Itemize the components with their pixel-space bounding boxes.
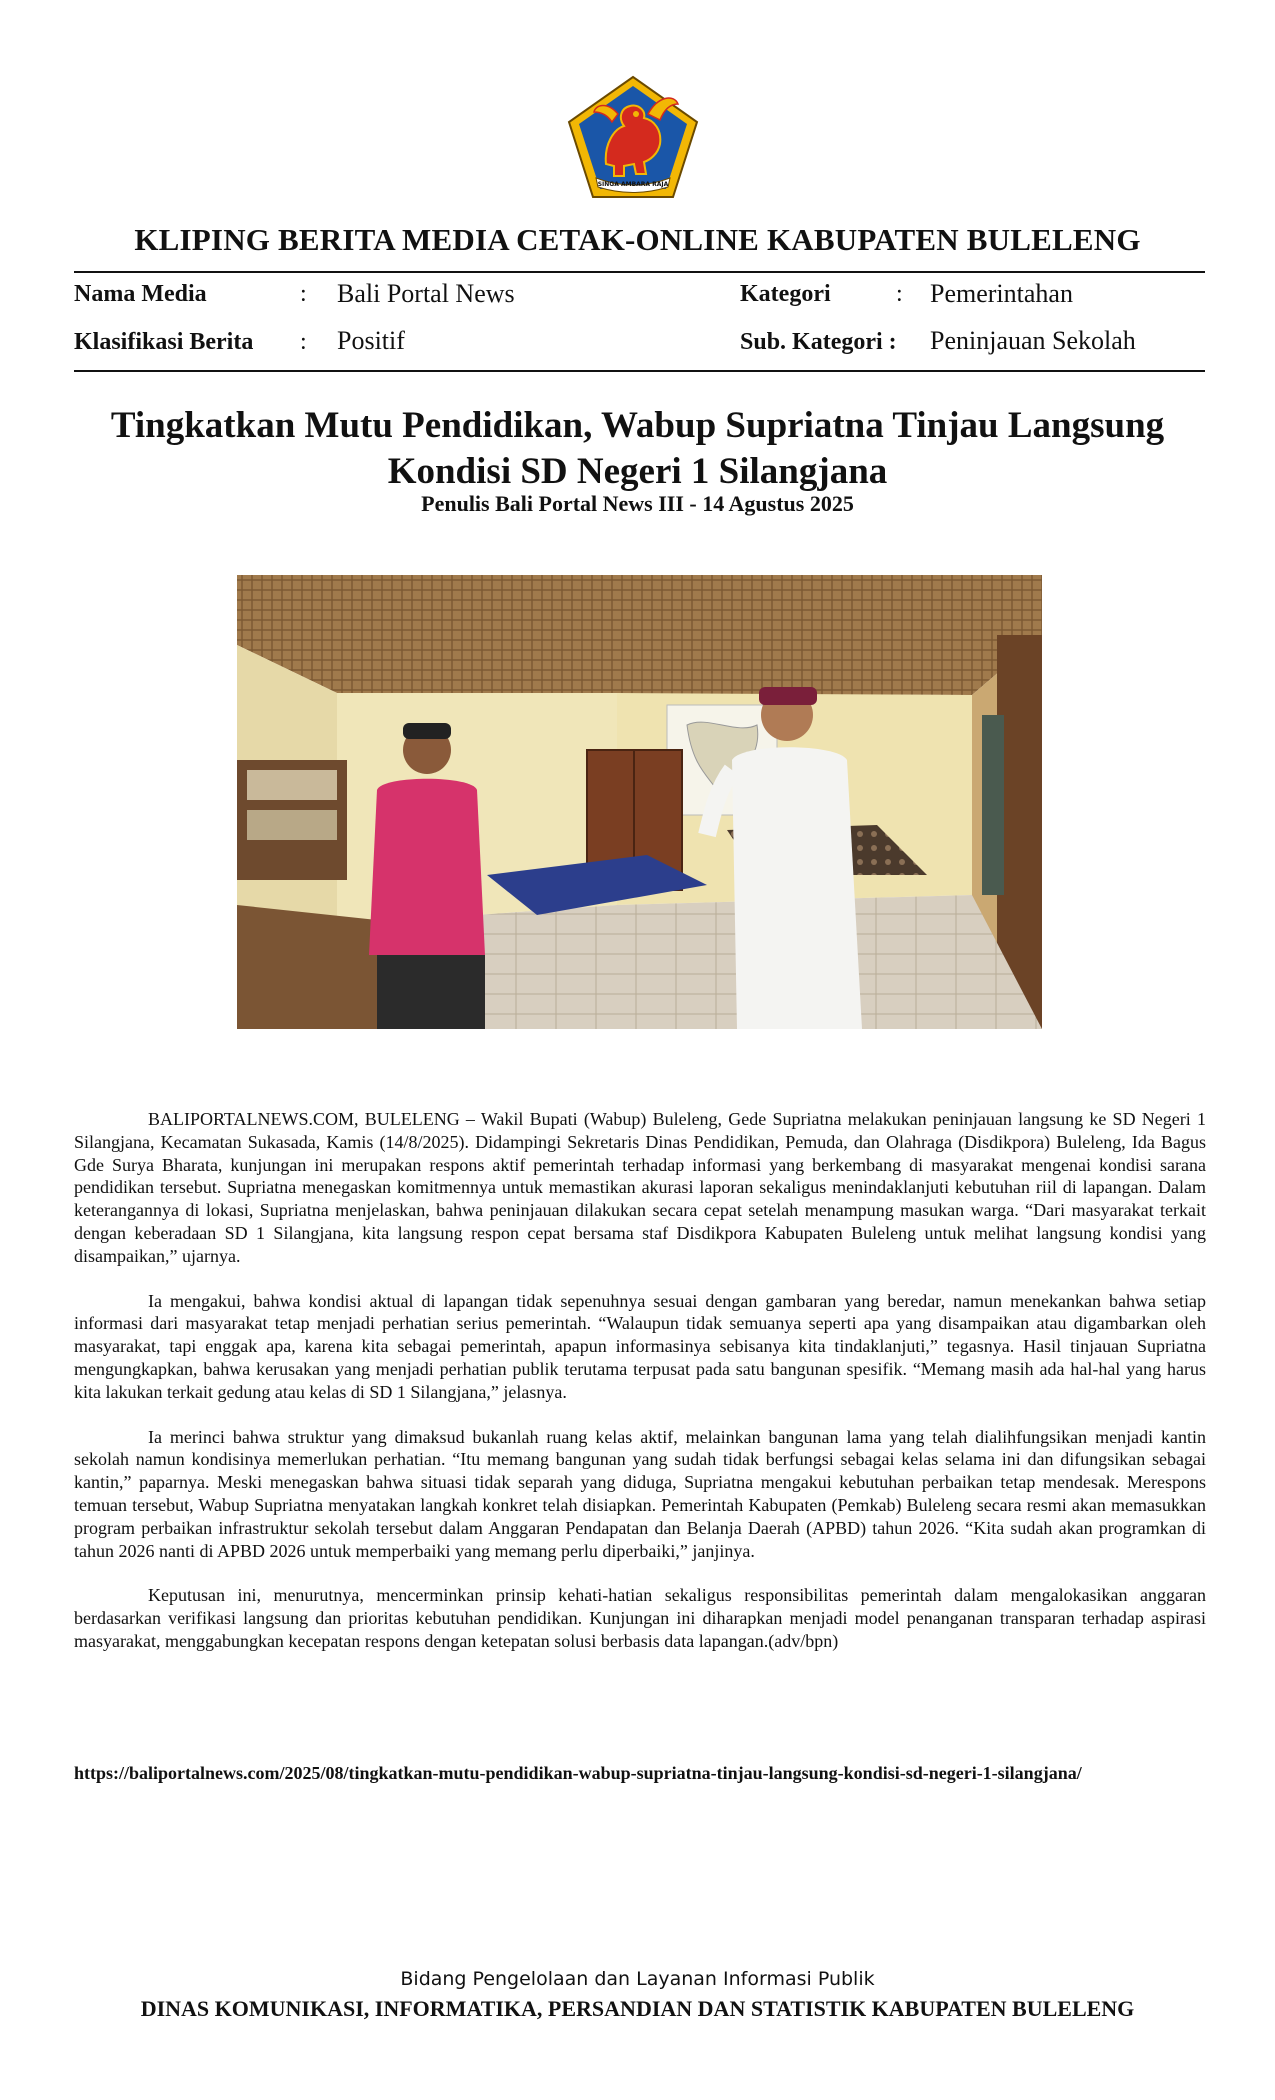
media-value: Bali Portal News <box>337 279 515 308</box>
footer-agency: DINAS KOMUNIKASI, INFORMATIKA, PERSANDIAN DAN STATISTIK KABUPATEN BULELENG <box>140 1996 1135 2021</box>
category-value: Pemerintahan <box>930 279 1073 308</box>
subcategory-value: Peninjauan Sekolah <box>930 326 1136 355</box>
classification-label: Klasifikasi Berita <box>74 329 254 355</box>
clipping-title: KLIPING BERITA MEDIA CETAK-ONLINE KABUPATEN BULELENG <box>134 222 1141 257</box>
article-body <box>74 1108 1206 1675</box>
source-url-link[interactable]: https://baliportalnews.com/2025/08/tingkatkan-mutu-pendidikan-wabup-supriatna-tinjau-langsung-kondisi-sd-negeri-1-silangjana/ <box>74 1763 1082 1783</box>
category-label: Kategori <box>740 281 831 307</box>
article-headline: Tingkatkan Mutu Pendidikan, Wabup Supriatna Tinjau Langsung Kondisi SD Negeri 1 Silangjana <box>110 405 1165 492</box>
article-byline: Penulis Bali Portal News III - 14 Agustus 2025 <box>421 491 854 516</box>
media-colon: : <box>300 281 307 307</box>
article-paragraph: BALIPORTALNEWS.COM, BULELENG – Wakil Bupati (Wabup) Buleleng, Gede Supriatna melakukan peninjauan langsung ke SD Negeri 1 Silangjana, Kecamatan Sukasada, Kamis (14/8/2025). Didampingi Sekretaris Dinas Pendidikan, Pemuda, dan Olahraga (Disdikpora) Buleleng, Ida Bagus Gde Surya Bharata, kunjungan ini merupakan respons aktif pemerintah terhadap informasi yang berkembang di masyarakat mengenai kondisi sarana pendidikan tersebut. Supriatna menegaskan komitmennya untuk memastikan akurasi laporan sekaligus menindaklanjuti kebutuhan riil di lapangan. Dalam keterangannya di lokasi, Supriatna menjelaskan, bahwa peninjauan dilakukan secara cepat setelah menampung masukan warga. “Dari masyarakat terkait dengan keberadaan SD 1 Silangjana, kita langsung respon cepat bersama staf Disdikpora Kabupaten Buleleng untuk melihat langsung kondisi yang disampaikan,” ujarnya. <box>74 1109 1206 1266</box>
article-paragraph: Ia merinci bahwa struktur yang dimaksud bukanlah ruang kelas aktif, melainkan bangunan lama yang telah dialihfungsikan menjadi kantin sekolah namun kondisinya memerlukan perhatian. “Itu memang bangunan yang sudah tidak berfungsi sebagai kelas selama ini dan difungsikan sebagai kantin,” paparnya. Meski menegaskan bahwa situasi tidak separah yang diduga, Supriatna mengakui kebutuhan perbaikan tetap mendesak. Merespons temuan tersebut, Wabup Supriatna menyatakan langkah konkret telah disiapkan. Pemerintah Kabupaten (Pemkab) Buleleng secara resmi akan memasukkan program perbaikan infrastruktur sekolah tersebut dalam Anggaran Pendapatan dan Belanja Daerah (APBD) tahun 2026. “Kita sudah akan programkan di tahun 2026 nanti di APBD 2026 untuk memperbaiki yang memang perlu diperbaiki,” janjinya. <box>74 1426 1206 1561</box>
classification-colon: : <box>300 329 307 355</box>
logo-motto: SINGA AMBARA RAJA <box>597 181 669 188</box>
category-colon: : <box>896 281 903 307</box>
media-label: Nama Media <box>74 281 207 307</box>
footer-subtitle: Bidang Pengelolaan dan Layanan Informasi Publik <box>400 1968 875 1990</box>
header-divider-bottom <box>74 370 1205 372</box>
header-divider-top <box>74 271 1205 273</box>
classification-value: Positif <box>337 326 405 355</box>
article-paragraph: Keputusan ini, menurutnya, mencerminkan prinsip kehati-hatian sekaligus responsibilitas pemerintah dalam mengalokasikan anggaran berdasarkan verifikasi langsung dan prioritas kebutuhan pendidikan. Kunjungan ini diharapkan menjadi model penanganan transparan terhadap aspirasi masyarakat, menggabungkan kecepatan respons dengan ketepatan solusi berbasis data lapangan.(adv/bpn) <box>74 1585 1206 1651</box>
regency-logo <box>566 74 700 200</box>
article-paragraph: Ia mengakui, bahwa kondisi aktual di lapangan tidak sepenuhnya sesuai dengan gambaran yang beredar, namun menekankan bahwa setiap informasi dari masyarakat tetap menjadi perhatian serius pemerintah. “Walaupun tidak semuanya seperti apa yang disampaikan atau digambarkan oleh masyarakat, tapi enggak apa, karena kita sebagai pemerintah, apapun informasinya sebisanya kita tindaklanjuti,” tegasnya. Hasil tinjauan Supriatna mengungkapkan, bahwa kerusakan yang menjadi perhatian publik terutama terpusat pada satu bangunan spesifik. “Memang masih ada hal-hal yang harus kita lakukan terkait gedung atau kelas di SD 1 Silangjana,” jelasnya. <box>74 1290 1206 1402</box>
article-photo <box>237 575 1042 1029</box>
subcategory-label: Sub. Kategori : <box>740 329 897 355</box>
